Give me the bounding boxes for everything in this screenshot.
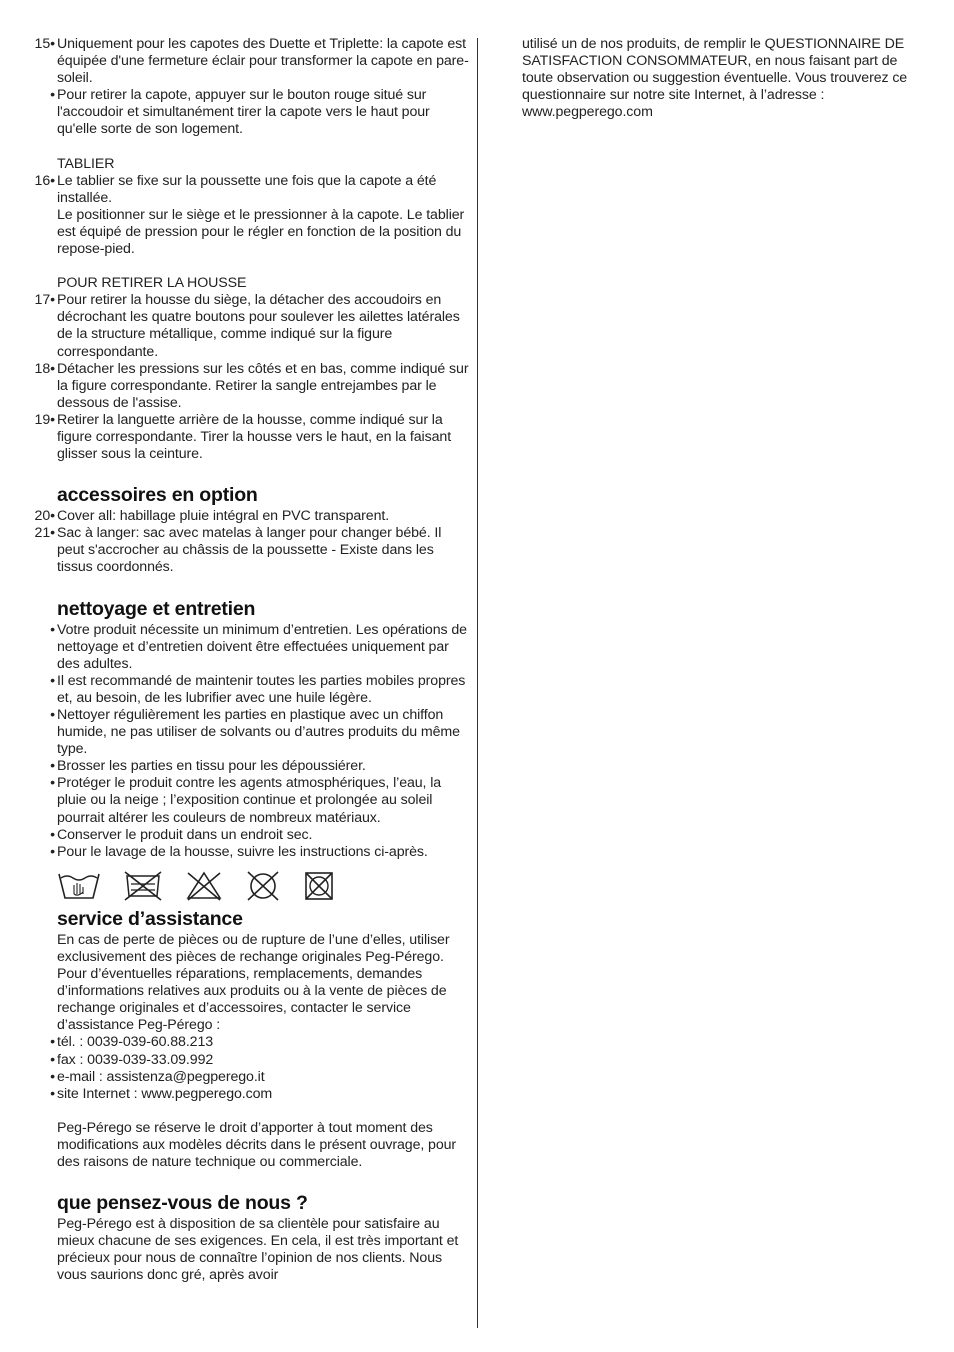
item-text: Uniquement pour les capotes des Duette et Triplette: la capote est équipée d'une fermeture éclair pour transformer la capote en pare-soleil. (57, 36, 469, 87)
paragraph: En cas de perte de pièces ou de rupture de l’une d’elles, utiliser exclusivement des pièces de rechange originales Peg-Pérego. Pour d’éventuelles réparations, remplacements, demandes d’informations relatives aux produits ou à la vente de pièces de rechange originales et d’accessoires, contacter le service d’assistance Peg-Pérego : (57, 931, 450, 1034)
no-iron-icon (185, 870, 223, 902)
item-number: • (50, 843, 55, 860)
left-column (0, 36, 470, 1284)
item-text: Votre produit nécessite un minimum d’entretien. Les opérations de nettoyage et d’entretien doivent être effectuées uniquement par des adultes. (57, 621, 467, 672)
no-dry-clean-icon (245, 870, 281, 902)
right-column (522, 36, 922, 121)
list-item (0, 36, 470, 87)
heading-nettoyage: nettoyage et entretien (57, 597, 256, 620)
list-item (0, 412, 470, 463)
list-item (0, 1086, 470, 1103)
paragraph: Peg-Pérego se réserve le droit d’apporter à tout moment des modifications aux modèles décrits dans le présent ouvrage, pour des raisons de nature technique ou commerciale. (57, 1119, 457, 1170)
item-number: • (50, 775, 55, 792)
contact-phone: tél. : 0039-039-60.88.213 (57, 1034, 214, 1051)
item-text: Il est recommandé de maintenir toutes les parties mobiles propres et, au besoin, de les lubrifier avec une huile légère. (57, 672, 466, 706)
paragraph: utilisé un de nos produits, de remplir le QUESTIONNAIRE DE SATISFACTION CONSOMMATEUR, en nous faisant part de toute observation ou suggestion éventuelle. Vous trouverez ce questionnaire sur notre site Internet, à l’adresse : www.pegperego.com (522, 36, 908, 121)
item-text: Le tablier se fixe sur la poussette une fois que la capote a été installée. (57, 172, 437, 206)
hand-wash-icon (57, 870, 101, 902)
list-item (0, 1069, 470, 1086)
item-text: Brosser les parties en tissu pour les dépoussiérer. (57, 758, 366, 775)
item-number: 15• (34, 36, 55, 52)
section-label-housse: POUR RETIRER LA HOUSSE (57, 275, 247, 292)
list-item (0, 361, 470, 412)
item-number: • (50, 87, 55, 104)
heading-service: service d’assistance (57, 907, 243, 930)
item-text: Protéger le produit contre les agents atmosphériques, l’eau, la pluie ou la neige ; l’exposition continue et prolongée au soleil pourrait altérer les couleurs de nombreux matériaux. (57, 775, 442, 826)
contact-website: site Internet : www.pegperego.com (57, 1085, 273, 1102)
item-number: • (50, 707, 55, 723)
list-item (0, 87, 470, 138)
item-number: 16• (34, 172, 55, 189)
list-item (0, 758, 470, 775)
item-text: Conserver le produit dans un endroit sec. (57, 826, 313, 843)
item-number: • (50, 1085, 55, 1102)
column-divider (477, 38, 478, 1328)
list-item (0, 508, 470, 525)
item-number: 19• (34, 411, 55, 428)
item-text: Pour le lavage de la housse, suivre les instructions ci-après. (57, 843, 428, 860)
list-item (0, 292, 470, 360)
paragraph: Peg-Pérego est à disposition de sa clientèle pour satisfaire au mieux chacune de ses exigences. En cela, il est très important et précieux pour nous de connaître l’opinion de nos clients. Nous vous saurions donc gré, après avoir (57, 1216, 459, 1284)
item-text: Pour retirer la housse du siège, la détacher des accoudoirs en décrochant les quatre boutons pour soulever les ailettes latérales de la structure métallique, comme indiqué sur la figure correspondante. (57, 292, 460, 360)
item-number: • (50, 758, 55, 775)
item-number: 17• (34, 292, 55, 309)
item-number: • (50, 826, 55, 843)
list-item (0, 1052, 470, 1069)
list-item (0, 707, 470, 758)
no-tumble-dry-icon (303, 870, 335, 902)
item-text: Retirer la languette arrière de la housse, comme indiqué sur la figure correspondante. Tirer la housse vers le haut, en la faisant glisser sous la ceinture. (57, 411, 452, 463)
item-text: Sac à langer: sac avec matelas à langer pour changer bébé. Il peut s'accrocher au châssis de la poussette - Existe dans les tissus coordonnés. (57, 525, 442, 576)
item-text: Nettoyer régulièrement les parties en plastique avec un chiffon humide, ne pas utiliser de solvants ou d’autres produits du même type. (57, 707, 460, 758)
list-item (0, 844, 470, 861)
heading-accessoires: accessoires en option (57, 484, 258, 507)
contact-fax: fax : 0039-039-33.09.992 (57, 1051, 214, 1068)
item-number: 20• (34, 508, 55, 525)
contact-email: e-mail : assistenza@pegperego.it (57, 1068, 265, 1085)
item-text: Détacher les pressions sur les côtés et en bas, comme indiqué sur la figure correspondante. Retirer la sangle entrejambes par le dessous de l'assise. (57, 360, 469, 411)
list-item (0, 525, 470, 576)
list-item (0, 775, 470, 826)
list-item (0, 622, 470, 673)
item-number: • (50, 1051, 55, 1068)
item-number: 18• (34, 360, 55, 377)
item-number: • (50, 672, 55, 689)
heading-pensez: que pensez-vous de nous ? (57, 1192, 308, 1215)
item-number: • (50, 621, 55, 638)
no-bleach-icon (123, 870, 163, 902)
item-text: Cover all: habillage pluie intégral en PVC transparent. (57, 508, 390, 525)
item-number: 21• (34, 525, 55, 542)
list-item (0, 827, 470, 844)
item-number: • (50, 1034, 55, 1051)
section-label-tablier: TABLIER (57, 155, 115, 172)
list-item (0, 173, 470, 207)
care-symbols (0, 869, 470, 903)
item-text: Pour retirer la capote, appuyer sur le bouton rouge situé sur l'accoudoir et simultanément tirer la capote vers le haut pour qu'elle sorte de son logement. (57, 87, 430, 138)
paragraph: Le positionner sur le siège et le pressionner à la capote. Le tablier est équipé de pression pour le régler en fonction de la position du repose-pied. (57, 206, 465, 258)
list-item (0, 1034, 470, 1051)
list-item (0, 673, 470, 707)
item-number: • (50, 1068, 55, 1085)
